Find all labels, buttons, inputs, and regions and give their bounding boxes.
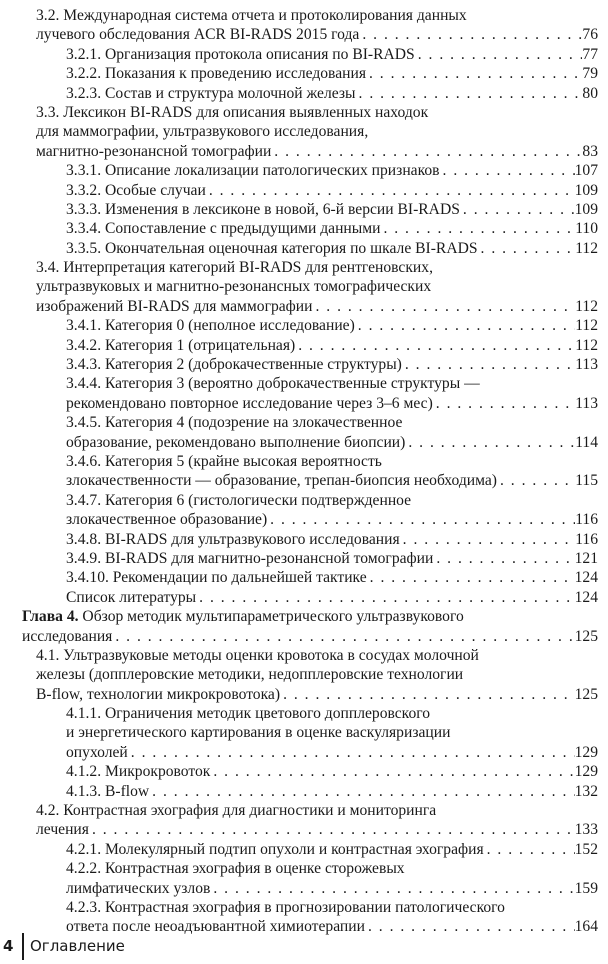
toc-line-text: 3.3.1. Описание локализации патологических признаков [66, 162, 440, 180]
toc-entry[interactable] [0, 84, 598, 103]
dot-leader [478, 239, 576, 258]
toc-page-number: 109 [574, 181, 598, 199]
page-number: 4 [3, 937, 14, 955]
toc-line-text: 3.4.9. BI-RADS для магнитно-резонансной томографии [66, 549, 434, 567]
toc-line-text: 4.1.2. Микрокровоток [66, 763, 211, 781]
toc-entry-text [66, 471, 497, 490]
toc-entry-text [36, 7, 467, 24]
toc-entry-text [66, 724, 450, 741]
toc-entry[interactable] [0, 45, 598, 64]
footer-divider [22, 933, 24, 960]
toc-entry-text [66, 161, 440, 180]
dot-leader [206, 181, 575, 200]
toc-entry-text [66, 762, 210, 781]
dot-leader [460, 200, 575, 219]
toc-entry[interactable] [0, 801, 598, 840]
toc-entry[interactable] [0, 219, 598, 238]
dot-leader [280, 685, 575, 704]
toc-line-text: 3.4.4. Категория 3 (вероятно доброкачественные структуры — [66, 375, 480, 393]
toc-entry-text [66, 394, 433, 413]
toc-line-text: 3.3.2. Особые случаи [66, 181, 206, 199]
dot-leader [355, 316, 575, 335]
toc-entry-text [36, 802, 436, 819]
toc-entry[interactable] [0, 336, 598, 355]
toc-entry[interactable] [0, 762, 598, 781]
toc-entry-text [36, 123, 368, 140]
toc-line-text: 3.2.3. Состав и структура молочной железы [66, 84, 356, 102]
toc-entry-text [36, 104, 428, 121]
toc-entry-text [66, 316, 355, 335]
toc-entry[interactable] [0, 782, 598, 801]
toc-line-text: 3.3.4. Сопоставление с предыдущими данными [66, 220, 381, 238]
dot-leader [400, 530, 576, 549]
toc-entry-text [66, 375, 480, 392]
dot-leader [433, 394, 575, 413]
toc-page-number: 79 [582, 65, 598, 83]
toc-page-number: 129 [574, 763, 598, 781]
toc-page-number: 112 [575, 297, 598, 315]
toc-entry[interactable] [0, 181, 598, 200]
toc-page-number: 107 [574, 162, 598, 180]
toc-page-number: 116 [575, 530, 598, 548]
toc-page-number: 83 [582, 142, 598, 160]
toc-entry-text [66, 568, 367, 587]
toc-line-text: 4.1. Ультразвуковые методы оценки кровотока в сосудах молочной [36, 646, 479, 664]
dot-leader [271, 142, 582, 161]
toc-entry-text [66, 433, 405, 452]
dot-leader [210, 762, 574, 781]
toc-entry[interactable] [0, 316, 598, 335]
toc-line-text: 3.4.7. Категория 6 (гистологически подтвержденное [66, 491, 412, 509]
toc-line-text: образование, рекомендовано выполнение биопсии) [66, 433, 406, 451]
toc-line-text: и энергетического картирования в оценке васкуляризации [66, 724, 451, 742]
toc-page-number: 125 [574, 685, 598, 703]
dot-leader [149, 782, 574, 801]
toc-line-text: 3.2.2. Показания к проведению исследования [66, 65, 366, 83]
toc-page-number: 124 [574, 588, 598, 606]
toc-entry[interactable] [0, 549, 598, 568]
toc-entry-text [66, 899, 505, 916]
toc-entry-text [22, 627, 112, 646]
toc-line-text: злокачественности — образование, трепан-биопсия необходима) [66, 472, 497, 490]
toc-entry-text [36, 278, 431, 295]
toc-entry[interactable] [0, 491, 598, 530]
toc-entry-text [66, 492, 411, 509]
dot-leader [267, 510, 575, 529]
toc-entry-text [66, 588, 196, 607]
toc-line-text: 3.4.6. Категория 5 (крайне высокая вероятность [66, 452, 382, 470]
toc-line-text: 4.2.1. Молекулярный подтип опухоли и контрастная эхография [66, 840, 484, 858]
toc-line-text: 3.3. Лексикон BI-RADS для описания выявленных находок [36, 103, 429, 121]
toc-entry-text [36, 297, 312, 316]
toc-page-number: 77 [582, 45, 598, 63]
toc-entry-text [66, 860, 405, 877]
toc-line-text: железы (допплеровские методики, недопплеровские технологии [36, 666, 464, 684]
toc-page-number: 129 [574, 743, 598, 761]
toc-page-number: 133 [574, 821, 598, 839]
toc-page-number: 115 [575, 472, 598, 490]
toc-page-number: 152 [574, 840, 598, 858]
toc-line-text: 3.2.1. Организация протокола описания по BI-RADS [66, 45, 415, 63]
toc-page-number: 114 [575, 433, 598, 451]
toc-page-number: 164 [574, 918, 598, 936]
toc-line-text: 4.2.3. Контрастная эхография в прогнозировании патологического [66, 898, 505, 916]
toc-line-text: 3.4.5. Категория 4 (подозрение на злокачественное [66, 414, 403, 432]
toc-line-text: 3.4.10. Рекомендации по дальнейшей тактике [66, 569, 367, 587]
toc-entry-text [36, 666, 463, 683]
dot-leader [380, 219, 575, 238]
toc-line-text: лучевого обследования ACR BI-RADS 2015 года [36, 26, 360, 44]
toc-line-text: ответа после неоадъювантной химиотерапии [66, 918, 365, 936]
toc-entry[interactable] [0, 607, 598, 646]
toc-page-number: 112 [575, 239, 598, 257]
toc-entry-text [66, 879, 210, 898]
toc-page-number: 113 [575, 356, 598, 374]
toc-page-number: 112 [575, 336, 598, 354]
toc-entry[interactable] [0, 200, 598, 219]
toc-line-text: 4.1.1. Ограничения методик цветового допплеровского [66, 705, 431, 723]
toc-line-text: изображений BI-RADS для маммографии [36, 297, 313, 315]
toc-line-text: B-flow, технологии микрокровотока) [36, 685, 281, 703]
toc-entry-text [66, 84, 356, 103]
toc-page-number: 109 [574, 200, 598, 218]
toc-entry[interactable] [0, 413, 598, 452]
dot-leader [367, 568, 575, 587]
toc-line-text: опухолей [66, 743, 128, 761]
toc-line-text: 3.4.3. Категория 2 (доброкачественные структуры) [66, 356, 402, 374]
toc-entry-text [66, 336, 295, 355]
toc-entry[interactable] [0, 568, 598, 587]
toc-line-text: 3.2. Международная система отчета и протоколирования данных [36, 7, 467, 24]
toc-entry[interactable] [0, 6, 598, 45]
toc-entry[interactable] [0, 588, 598, 607]
toc-page-number: 121 [574, 549, 598, 567]
toc-page-number: 113 [575, 394, 598, 412]
toc-entry[interactable] [0, 646, 598, 704]
dot-leader [356, 84, 583, 103]
toc-entry-text [66, 414, 402, 431]
chapter-label: Глава 4. [22, 608, 79, 626]
dot-leader [440, 161, 575, 180]
table-of-contents [0, 6, 608, 937]
toc-entry-text [66, 549, 433, 568]
toc-entry-text [36, 25, 359, 44]
toc-line-text: злокачественное образование) [66, 511, 268, 529]
toc-line-text: 4.2.2. Контрастная эхография в оценке сторожевых [66, 860, 405, 878]
toc-entry[interactable] [0, 103, 598, 161]
dot-leader [405, 433, 575, 452]
toc-entry-text [66, 355, 402, 374]
toc-page-number: 159 [574, 879, 598, 897]
toc-entry[interactable] [0, 374, 598, 413]
dot-leader [484, 840, 575, 859]
dot-leader [497, 471, 575, 490]
toc-entry-text [22, 608, 464, 625]
toc-page-number: 116 [575, 511, 598, 529]
toc-line-text: рекомендовано повторное исследование через 3–6 мес) [66, 394, 433, 412]
dot-leader [312, 297, 575, 316]
dot-leader [295, 336, 575, 355]
toc-line-text: 3.4. Интерпретация категорий BI-RADS для рентгеновских, [36, 259, 433, 277]
toc-page-number: 110 [575, 220, 598, 238]
toc-page-number: 125 [574, 627, 598, 645]
toc-entry-text [66, 453, 382, 470]
toc-line-text: 3.3.5. Окончательная оценочная категория по шкале BI-RADS [66, 239, 478, 257]
toc-entry-text [36, 647, 479, 664]
toc-entry-text [66, 181, 206, 200]
toc-entry-text [36, 142, 271, 161]
toc-entry[interactable] [0, 704, 598, 762]
toc-entry-text [66, 219, 380, 238]
dot-leader [128, 743, 575, 762]
dot-leader [359, 25, 582, 44]
running-title: Оглавление [30, 937, 125, 955]
toc-line-text: исследования [22, 627, 113, 645]
toc-entry[interactable] [0, 161, 598, 180]
dot-leader [415, 45, 583, 64]
toc-entry[interactable] [0, 530, 598, 549]
toc-page-number: 80 [582, 84, 598, 102]
toc-page-number: 132 [574, 782, 598, 800]
toc-entry-text [66, 840, 484, 859]
toc-entry-text [66, 782, 149, 801]
toc-entry-text [66, 530, 400, 549]
toc-entry-text [36, 259, 433, 276]
dot-leader [433, 549, 574, 568]
toc-entry[interactable] [0, 452, 598, 491]
toc-line-text: лечения [36, 821, 89, 839]
toc-entry-text [66, 743, 128, 762]
toc-entry[interactable] [0, 239, 598, 258]
toc-line-text: 4.2. Контрастная эхография для диагностики и мониторинга [36, 802, 437, 820]
toc-line-text: 3.3.3. Изменения в лексиконе в новой, 6-й версии BI-RADS [66, 200, 460, 218]
toc-page-number: 112 [575, 317, 598, 335]
toc-entry-text [66, 239, 478, 258]
toc-line-text: лимфатических узлов [66, 879, 211, 897]
toc-line-text: 3.4.8. BI-RADS для ультразвукового исследования [66, 530, 400, 548]
toc-entry-text [36, 685, 280, 704]
toc-line-text: Обзор методик мультипараметрического ультразвукового [78, 608, 464, 626]
toc-line-text: 3.4.1. Категория 0 (неполное исследование) [66, 317, 355, 335]
toc-entry[interactable] [0, 64, 598, 83]
toc-entry-text [66, 200, 460, 219]
toc-entry-text [66, 45, 415, 64]
dot-leader [196, 588, 574, 607]
toc-line-text: Список литературы [66, 588, 197, 606]
toc-entry-text [66, 64, 366, 83]
dot-leader [366, 64, 582, 83]
dot-leader [89, 820, 575, 839]
toc-entry-text [66, 510, 267, 529]
toc-entry-text [36, 820, 89, 839]
toc-page-number: 124 [574, 569, 598, 587]
toc-line-text: 4.1.3. B-flow [66, 782, 150, 800]
toc-entry[interactable] [0, 859, 598, 898]
toc-line-text: ультразвуковых и магнитно-резонансных томографических [36, 278, 432, 296]
toc-line-text: магнитно-резонансной томографии [36, 142, 272, 160]
page-footer [0, 928, 608, 964]
dot-leader [112, 627, 574, 646]
toc-page-number: 76 [582, 26, 598, 44]
toc-line-text: 3.4.2. Категория 1 (отрицательная) [66, 336, 296, 354]
toc-entry-text [66, 705, 430, 722]
toc-line-text: для маммографии, ультразвукового исследования, [36, 123, 369, 141]
toc-entry[interactable] [0, 355, 598, 374]
dot-leader [402, 355, 575, 374]
dot-leader [210, 879, 574, 898]
toc-entry[interactable] [0, 840, 598, 859]
toc-entry[interactable] [0, 258, 598, 316]
